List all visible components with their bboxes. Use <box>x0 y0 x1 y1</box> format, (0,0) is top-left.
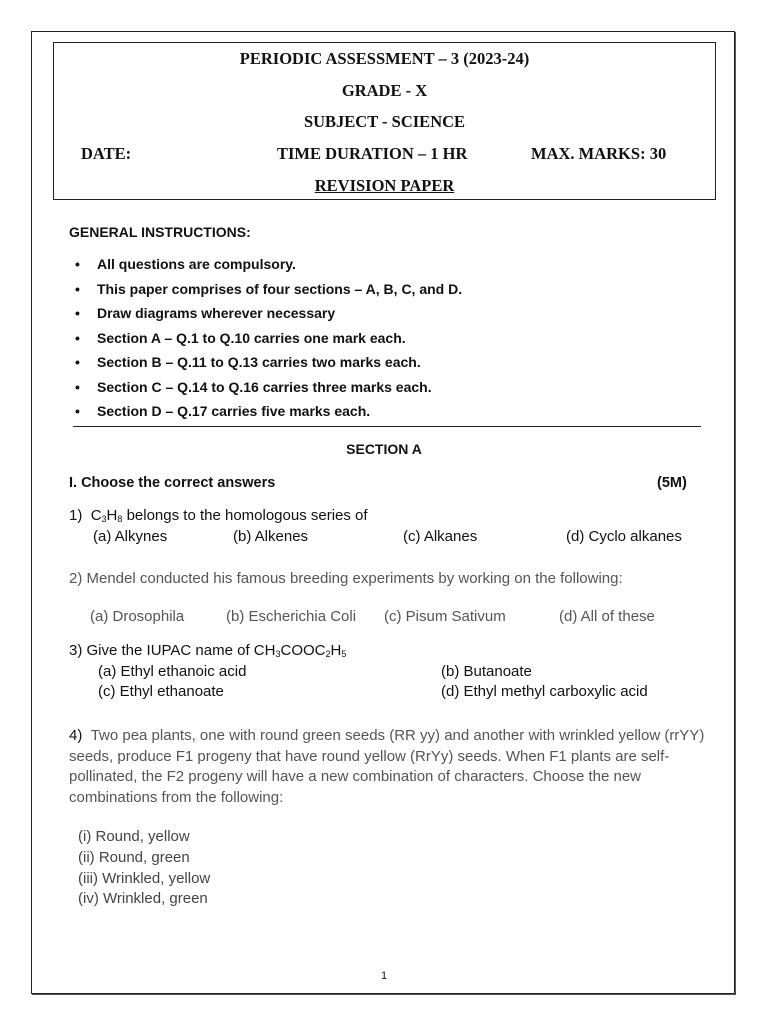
instruction-text: Draw diagrams wherever necessary <box>97 305 336 321</box>
option: (b) Escherichia Coli <box>226 608 357 625</box>
instructions-heading: GENERAL INSTRUCTIONS: <box>69 224 251 240</box>
choice-item: (i) Round, yellow <box>78 828 190 845</box>
formula-sub: 5 <box>341 649 347 659</box>
formula-sub: 3 <box>101 514 107 524</box>
bullet-icon: • <box>75 403 80 419</box>
choice-item: (iv) Wrinkled, green <box>78 890 208 908</box>
choice-item: (ii) Round, green <box>78 848 190 866</box>
formula-part: H <box>330 642 342 659</box>
formula-part: COOC <box>280 642 326 659</box>
paper-type: REVISION PAPER <box>314 176 455 195</box>
formula-sub: 8 <box>117 514 123 524</box>
bullet-icon: • <box>75 280 80 297</box>
instruction-text: Section D – Q.17 carries five marks each. <box>97 403 371 419</box>
option: (b) Butanoate <box>441 663 532 680</box>
option: (a) Alkynes <box>93 528 168 545</box>
instructions-list <box>70 256 462 428</box>
part-marks: (5M) <box>657 475 687 491</box>
date-label: DATE: <box>81 144 132 163</box>
max-marks: MAX. MARKS: 30 <box>531 144 667 163</box>
instruction-text: Section B – Q.11 to Q.13 carries two marks each. <box>97 354 421 370</box>
question-text: belongs to the homologous series of <box>122 507 368 524</box>
grade-label: GRADE - X <box>341 81 428 100</box>
option: (a) Ethyl ethanoic acid <box>98 663 247 680</box>
bullet-icon: • <box>75 378 80 395</box>
instruction-item <box>70 281 462 306</box>
instruction-item <box>70 379 462 404</box>
option: (c) Alkanes <box>403 528 478 545</box>
question-2: 2) Mendel conducted his famous breeding experiments by working on the following: <box>69 570 623 587</box>
time-duration: TIME DURATION – 1 HR <box>277 144 468 163</box>
option: (c) Pisum Sativum <box>384 608 506 625</box>
instruction-item <box>70 305 462 330</box>
instruction-item <box>70 403 462 428</box>
option: (a) Drosophila <box>90 608 185 625</box>
formula-part: C <box>90 507 102 524</box>
instruction-text: Section A – Q.1 to Q.10 carries one mark each. <box>97 329 406 346</box>
formula-part: H <box>106 507 118 524</box>
question-4-choices <box>78 827 210 910</box>
subject-label: SUBJECT - SCIENCE <box>303 112 466 131</box>
question-number: 4) <box>69 727 83 744</box>
instruction-text: Section C – Q.14 to Q.16 carries three marks each. <box>97 378 432 395</box>
header-box <box>53 42 716 200</box>
question-text: 3) Give the IUPAC name of CH <box>69 642 276 659</box>
header-info-row <box>54 144 715 166</box>
divider <box>73 426 701 427</box>
question-1 <box>69 507 368 524</box>
option: (b) Alkenes <box>233 528 309 545</box>
bullet-icon: • <box>75 329 80 346</box>
formula-sub: 3 <box>275 649 281 659</box>
question-number: 1) <box>69 507 83 524</box>
question-4 <box>69 726 709 808</box>
part-label: I. Choose the correct answers <box>69 475 276 491</box>
section-title: SECTION A <box>346 441 422 457</box>
question-3 <box>69 642 346 659</box>
formula-sub: 2 <box>325 649 331 659</box>
instruction-text: This paper comprises of four sections – A, B, C, and D. <box>97 280 463 297</box>
exam-title: PERIODIC ASSESSMENT – 3 (2023-24) <box>239 49 530 68</box>
bullet-icon: • <box>75 305 80 321</box>
instruction-item <box>70 256 462 281</box>
page-number: 1 <box>380 970 388 982</box>
instruction-item <box>70 354 462 379</box>
option: (c) Ethyl ethanoate <box>98 683 224 700</box>
option: (d) All of these <box>559 608 655 625</box>
instruction-text: All questions are compulsory. <box>97 256 296 272</box>
bullet-icon: • <box>75 256 80 272</box>
option: (d) Cyclo alkanes <box>566 528 682 545</box>
choice-item: (iii) Wrinkled, yellow <box>78 869 211 887</box>
instruction-item <box>70 330 462 355</box>
question-text: Two pea plants, one with round green seeds (RR yy) and another with wrinkled yellow (rrYY) seeds, produce F1 progeny that have round yellow (RrYy) seeds. When F1 plants are self-pollinated, the F2 progeny will have a new combination of characters. Choose the new combinations from the following: <box>69 727 705 806</box>
option: (d) Ethyl methyl carboxylic acid <box>441 683 648 700</box>
bullet-icon: • <box>75 354 80 370</box>
